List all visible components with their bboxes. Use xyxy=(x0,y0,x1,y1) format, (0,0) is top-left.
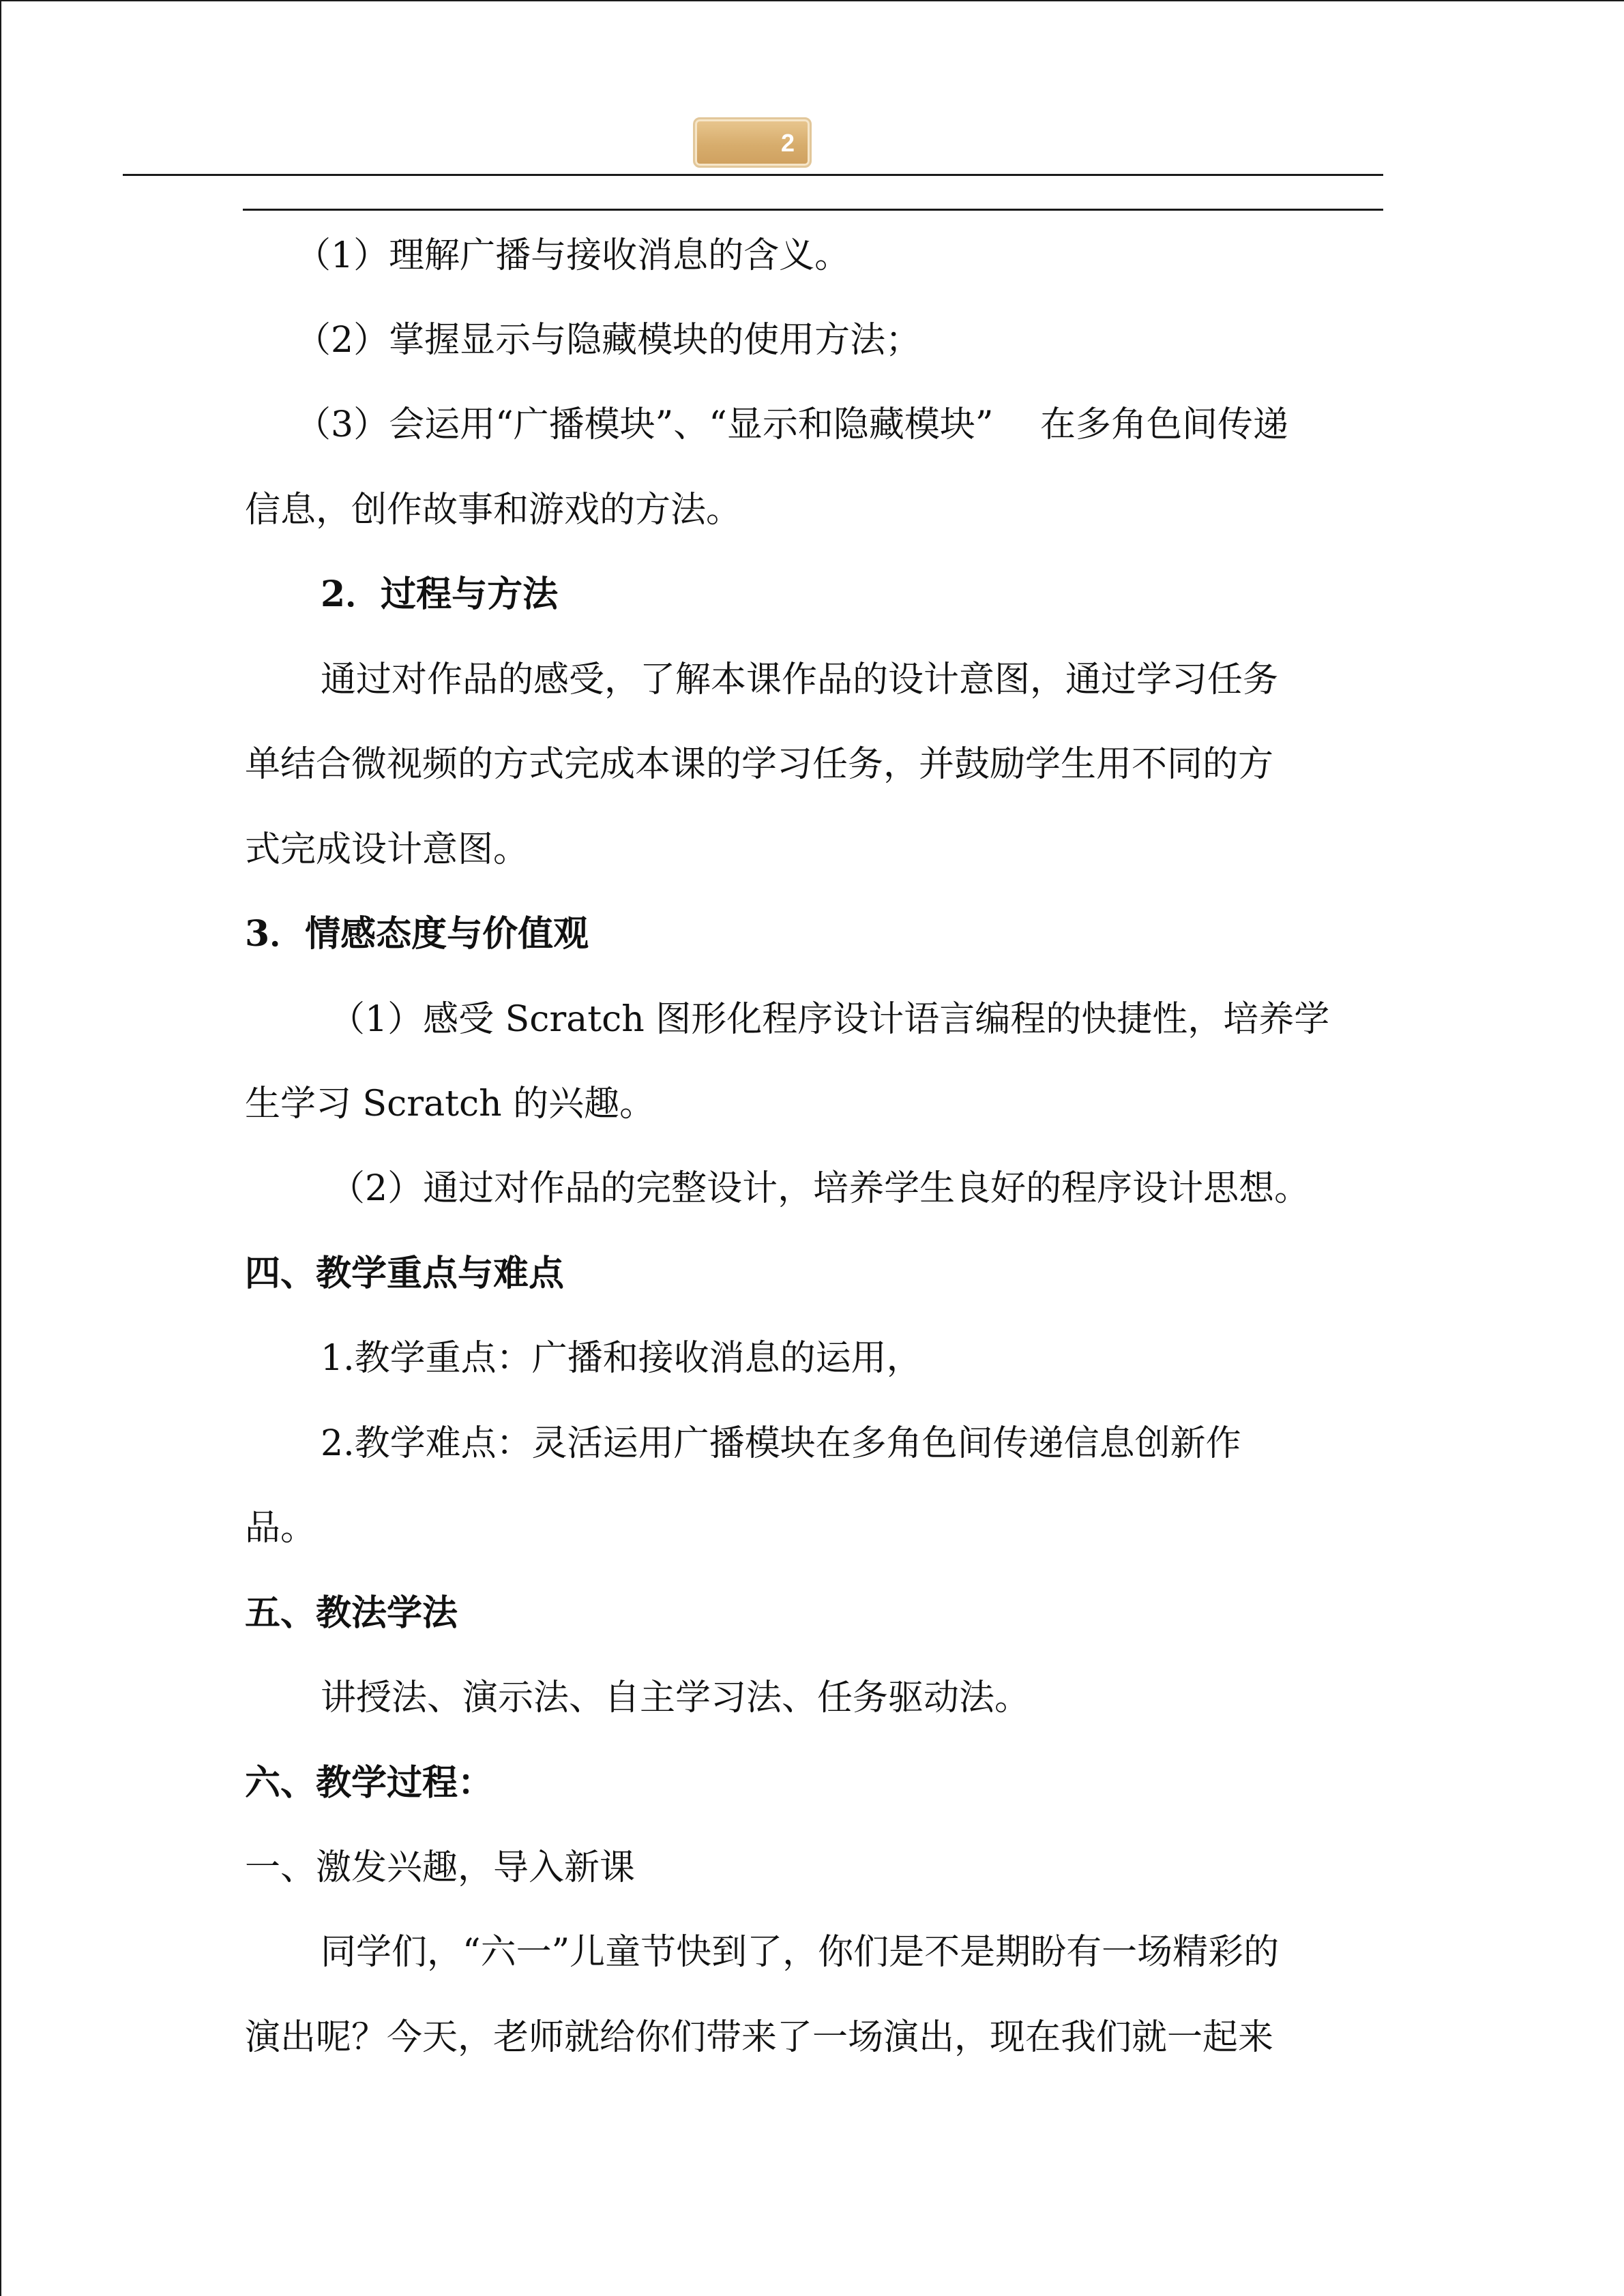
objective-line-3: （3）会运用“广播模块”、“显示和隐藏模块” 在多角色间传递 xyxy=(295,404,1288,445)
process-paragraph-line-1: 通过对作品的感受，了解本课作品的设计意图，通过学习任务 xyxy=(321,659,1279,700)
methods-line: 讲授法、演示法、自主学习法、任务驱动法。 xyxy=(321,1678,1031,1718)
objective-line-1: （1）理解广播与接收消息的含义。 xyxy=(295,235,851,276)
objective-line-3-continued: 信息，创作故事和游戏的方法。 xyxy=(245,490,742,531)
header-rule-secondary xyxy=(243,209,1383,211)
intro-paragraph-line-2: 演出呢？今天，老师就给你们带来了一场演出，现在我们就一起来 xyxy=(245,2017,1274,2058)
intro-paragraph-line-1: 同学们，“六一”儿童节快到了，你们是不是期盼有一场精彩的 xyxy=(321,1932,1280,1973)
attitude-line-1: （1）感受 Scratch 图形化程序设计语言编程的快捷性，培养学 xyxy=(329,999,1330,1040)
key-point-line-2-continued: 品。 xyxy=(245,1508,316,1549)
section-heading-process-method: 2．过程与方法 xyxy=(321,573,559,615)
subsection-heading-intro: 一、激发兴趣，导入新课 xyxy=(245,1847,636,1888)
attitude-line-1-continued: 生学习 Scratch 的兴趣。 xyxy=(245,1084,655,1124)
process-paragraph-line-3: 式完成设计意图。 xyxy=(245,829,529,870)
section-heading-teaching-process: 六、教学过程： xyxy=(245,1762,494,1804)
page-number: 2 xyxy=(780,129,795,157)
section-heading-attitude-values: 3．情感态度与价值观 xyxy=(245,913,589,955)
header-rule xyxy=(123,174,1383,176)
page-number-badge xyxy=(693,117,812,168)
key-point-line-2: 2.教学难点：灵活运用广播模块在多角色间传递信息创新作 xyxy=(321,1423,1241,1464)
process-paragraph-line-2: 单结合微视频的方式完成本课的学习任务，并鼓励学生用不同的方 xyxy=(245,744,1274,785)
key-point-line-1: 1.教学重点：广播和接收消息的运用， xyxy=(321,1338,922,1379)
section-heading-methods: 五、教法学法 xyxy=(245,1592,458,1634)
section-heading-key-points: 四、教学重点与难点 xyxy=(245,1253,565,1294)
attitude-line-2: （2）通过对作品的完整设计，培养学生良好的程序设计思想。 xyxy=(329,1168,1310,1209)
objective-line-2: （2）掌握显示与隐藏模块的使用方法； xyxy=(295,320,921,361)
